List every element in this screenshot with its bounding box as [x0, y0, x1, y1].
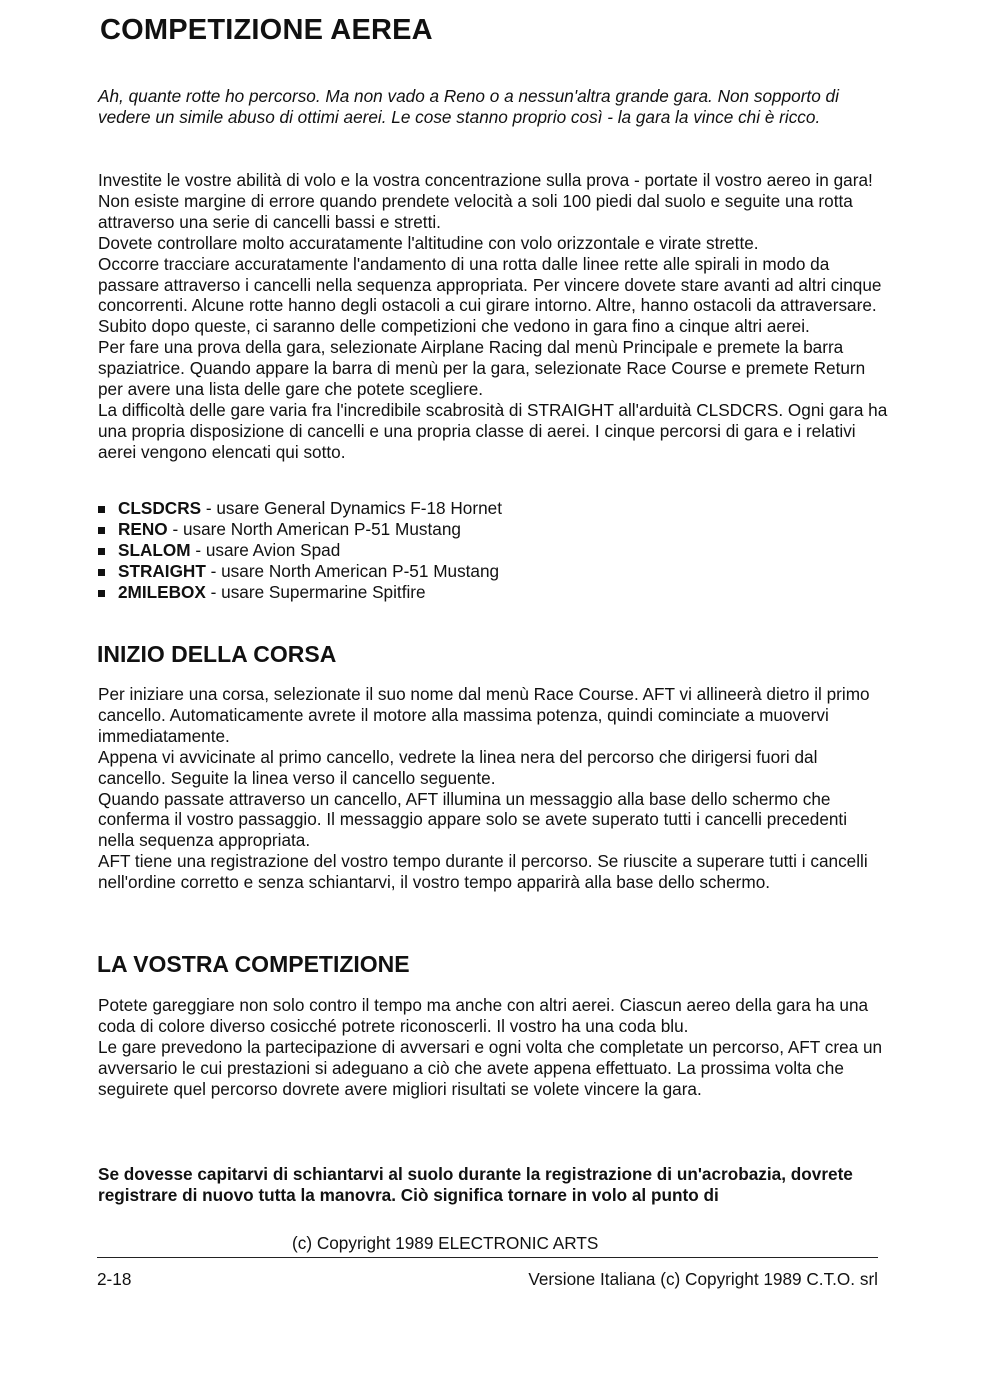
race-start-paragraph: Per iniziare una corsa, selezionate il suo nome dal menù Race Course. AFT vi allineerà dietro il primo cancello. Automaticamente avrete il motore alla massima potenza, quindi cominciate a muovervi immediatamente. — [98, 684, 870, 746]
race-start-block — [98, 684, 888, 893]
course-name: STRAIGHT — [118, 560, 206, 581]
section-heading-competition: LA VOSTRA COMPETIZIONE — [97, 951, 410, 977]
course-aircraft: - usare Supermarine Spitfire — [205, 581, 426, 602]
list-item — [98, 561, 888, 582]
list-item — [98, 582, 888, 603]
bullet-icon — [98, 548, 105, 555]
intro-quote: Ah, quante rotte ho percorso. Ma non vado a Reno o a nessun'altra grande gara. Non sopporto di vedere un simile abuso di ottimi aerei. Le cose stanno proprio così - la gara la vince chi è ricco. — [98, 86, 839, 127]
bullet-icon — [98, 569, 105, 576]
course-name: 2MILEBOX — [118, 581, 206, 602]
intro-paragraph: Per fare una prova della gara, selezionate Airplane Racing dal menù Principale e premete la barra spaziatrice. Quando appare la barra di menù per la gara, selezionate Race Course e premete Return per avere una lista delle gare che potete scegliere. — [98, 337, 866, 400]
race-start-paragraph: Quando passate attraverso un cancello, AFT illumina un messaggio alla base dello schermo che conferma il vostro passaggio. Il messaggio appare solo se avete superato tutti i cancelli precedenti nella sequenza appropriata. — [98, 788, 848, 851]
course-list — [98, 498, 888, 603]
list-item — [98, 498, 888, 519]
crash-note-block — [98, 1164, 888, 1206]
intro-paragraph: Occorre tracciare accuratamente l'andamento di una rotta dalle linee rette alle spirali in modo da passare attraverso i cancelli nella sequenza appropriata. Per vincere dovete stare avanti ad altri cinque concorrenti. Alcune rotte hanno degli ostacoli a cui girare intorno. Altre, hanno ostacoli da attraversare. Subito dopo queste, ci saranno delle competizioni che vedono in gara fino a cinque altri aerei. — [98, 253, 882, 337]
copyright-line: (c) Copyright 1989 ELECTRONIC ARTS — [292, 1233, 599, 1253]
bullet-icon — [98, 527, 105, 534]
course-aircraft: - usare General Dynamics F-18 Hornet — [201, 498, 502, 518]
course-aircraft: - usare Avion Spad — [190, 539, 341, 560]
course-aircraft: - usare North American P-51 Mustang — [167, 518, 461, 539]
competition-block — [98, 995, 888, 1100]
intro-quote-block — [98, 86, 888, 128]
page-title: COMPETIZIONE AEREA — [100, 14, 433, 46]
race-start-paragraph: Appena vi avvicinate al primo cancello, vedrete la linea nera del percorso che dirigersi fuori dal cancello. Seguite la linea verso il cancello seguente. — [98, 746, 818, 788]
course-aircraft: - usare North American P-51 Mustang — [205, 560, 500, 581]
intro-paragraph: Investite le vostre abilità di volo e la vostra concentrazione sulla prova - portate il vostro aereo in gara! Non esiste margine di errore quando prendete velocità a soli 100 piedi dal suolo e seguite una rotta attraverso una serie di cancelli bassi e stretti. — [98, 170, 873, 232]
course-name: SLALOM — [118, 539, 191, 560]
bullet-icon — [98, 590, 105, 597]
footer-divider — [97, 1257, 878, 1258]
version-note: Versione Italiana (c) Copyright 1989 C.T.O. srl — [528, 1269, 878, 1289]
course-name: CLSDCRS — [118, 498, 202, 518]
list-item — [98, 540, 888, 561]
page-number: 2-18 — [97, 1269, 132, 1289]
section-heading-race-start: INIZIO DELLA CORSA — [97, 641, 337, 667]
bullet-icon — [98, 506, 105, 513]
intro-paragraph: La difficoltà delle gare varia fra l'incredibile scabrosità di STRAIGHT all'arduità CLSDCRS. Ogni gara ha una propria disposizione di cancelli e una propria classe di aerei. I cinque percorsi di gara e i relativi aerei vengono elencati qui sotto. — [98, 399, 888, 462]
intro-paragraph: Dovete controllare molto accuratamente l'altitudine con volo orizzontale e virate strette. — [98, 232, 759, 253]
list-item — [98, 519, 888, 540]
race-start-paragraph: AFT tiene una registrazione del vostro tempo durante il percorso. Se riuscite a superare tutti i cancelli nell'ordine corretto e senza schiantarvi, il vostro tempo apparirà alla base dello schermo. — [98, 851, 868, 893]
crash-note: Se dovesse capitarvi di schiantarvi al suolo durante la registrazione di un'acrobazia, dovrete registrare di nuovo tutta la manovra. Ciò significa tornare in volo al punto di — [98, 1164, 853, 1205]
course-name: RENO — [118, 518, 168, 539]
competition-paragraph: Potete gareggiare non solo contro il tempo ma anche con altri aerei. Ciascun aereo della gara ha una coda di colore diverso cosicché potrete riconoscerli. Il vostro ha una coda blu. — [98, 995, 869, 1036]
intro-text-block — [98, 170, 888, 463]
competition-paragraph: Le gare prevedono la partecipazione di avversari e ogni volta che completate un percorso, AFT crea un avversario le cui prestazioni si adeguano a ciò che avete appena effettuato. La prossima volta che seguirete quel percorso dovrete avere migliori risultati se volete vincere la gara. — [98, 1036, 883, 1099]
course-list-block — [98, 498, 888, 603]
